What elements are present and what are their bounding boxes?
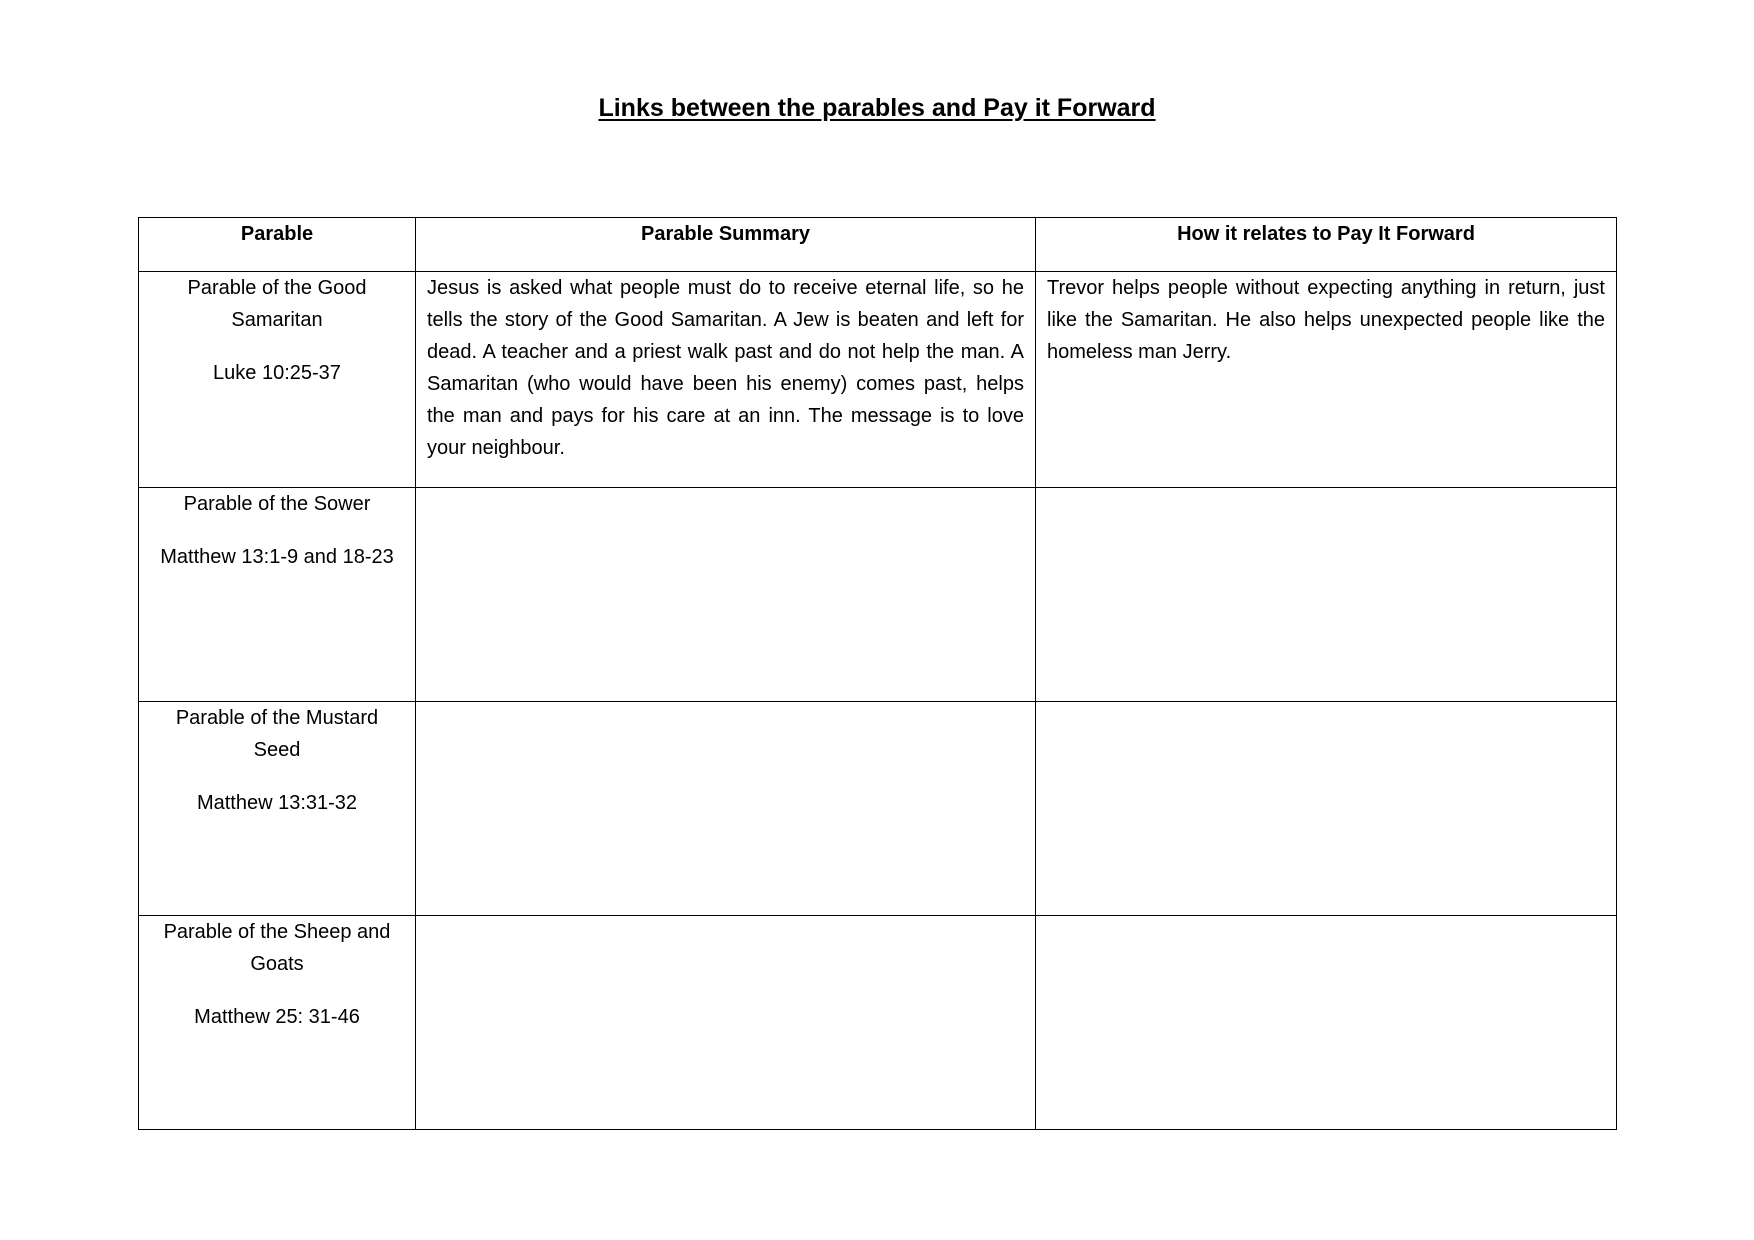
parable-reference: Matthew 25: 31-46	[194, 1006, 360, 1028]
table-row	[139, 916, 1617, 1130]
parable-cell	[139, 488, 416, 702]
parables-table	[138, 217, 1617, 1130]
parable-name: Parable of the Good Samaritan	[187, 277, 367, 331]
relation-cell	[1036, 702, 1617, 916]
header-parable: Parable	[139, 218, 416, 272]
parable-reference: Matthew 13:1-9 and 18-23	[160, 546, 394, 568]
parable-summary-cell	[416, 916, 1036, 1130]
parable-summary-cell: Jesus is asked what people must do to receive eternal life, so he tells the story of the Good Samaritan. A Jew is beaten and left for dead. A teacher and a priest walk past and do not help the man. A Samaritan (who would have been his enemy) comes past, helps the man and pays for his care at an inn. The message is to love your neighbour.	[416, 272, 1036, 488]
table-row	[139, 488, 1617, 702]
relation-cell	[1036, 916, 1617, 1130]
header-parable-summary: Parable Summary	[416, 218, 1036, 272]
parable-cell	[139, 272, 416, 488]
parable-reference: Luke 10:25-37	[213, 362, 341, 384]
parable-summary-cell	[416, 488, 1036, 702]
header-relates-to-pay-it-forward: How it relates to Pay It Forward	[1036, 218, 1617, 272]
table-header-row	[139, 218, 1617, 272]
parable-name: Parable of the Mustard Seed	[175, 707, 379, 761]
parable-cell	[139, 702, 416, 916]
relation-cell: Trevor helps people without expecting anything in return, just like the Samaritan. He also helps unexpected people like the homeless man Jerry.	[1036, 272, 1617, 488]
page-title: Links between the parables and Pay it Forward	[598, 94, 1156, 122]
table-row	[139, 702, 1617, 916]
table-row	[139, 272, 1617, 488]
relation-cell	[1036, 488, 1617, 702]
parable-cell	[139, 916, 416, 1130]
parable-name: Parable of the Sower	[183, 493, 371, 515]
parable-name: Parable of the Sheep and Goats	[163, 921, 391, 975]
parable-summary-cell	[416, 702, 1036, 916]
parable-reference: Matthew 13:31-32	[196, 792, 358, 814]
